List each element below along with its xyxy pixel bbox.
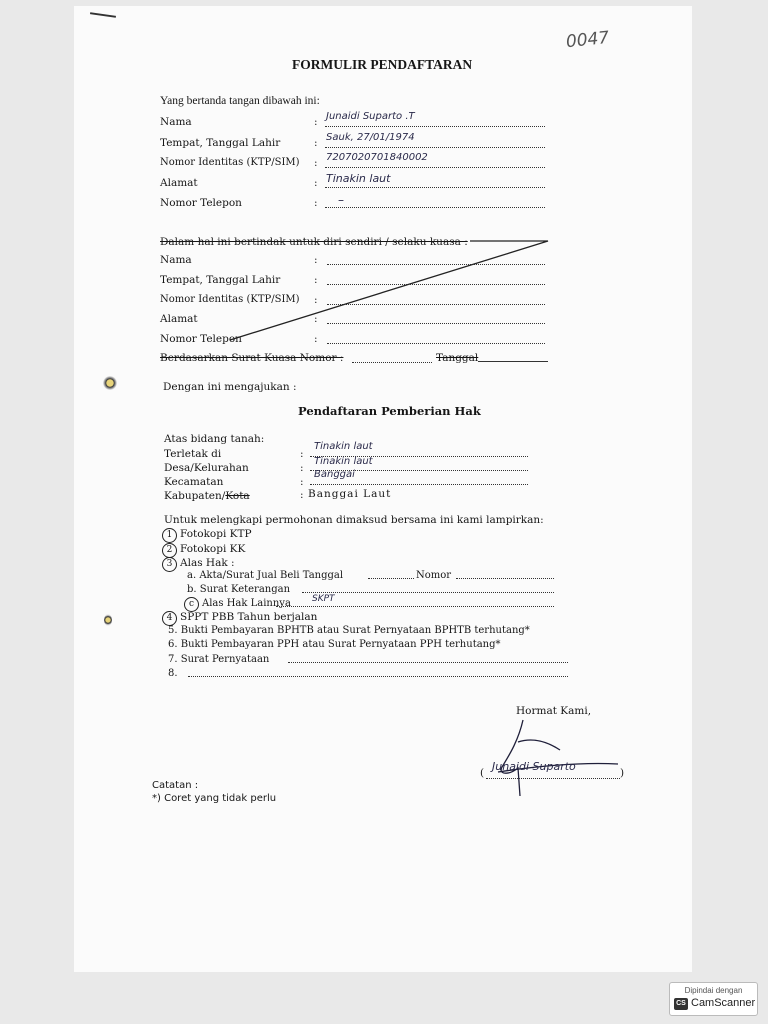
attachment-number-circled: 4 [162,611,177,626]
sub-item-a-nomor: Nomor [416,570,452,581]
sub-item-c-label: Alas Hak Lainnya [202,598,291,609]
page-number-handwritten: 0047 [565,27,611,53]
camscanner-logo-icon: CS [674,998,688,1010]
land-district-line [310,484,528,485]
colon: : [314,333,318,345]
land-district-label: Kecamatan [164,476,224,488]
colon: : [314,177,318,189]
applicant-birth-label: Tempat, Tanggal Lahir [160,137,281,149]
signature-open-paren: ( [480,767,485,779]
attachment-item [168,625,530,636]
camscanner-app-name: CamScanner [691,997,756,1009]
regency-label-struck: Kota [225,490,250,502]
sub-item-b-label: b. Surat Keterangan [187,584,291,595]
attachment-number: 7. [168,654,178,665]
strike-through-diagonal [0,0,768,400]
land-regency-value: Banggai Laut [308,488,392,500]
colon: : [314,137,318,149]
submission-intro: Dengan ini mengajukan : [163,381,297,393]
sub-item-c [184,597,291,612]
colon: : [314,116,318,128]
attachment-8-line [188,676,568,677]
signer-line [486,778,620,779]
attachment-text: Surat Pernyataan [180,654,270,665]
colon: : [314,294,318,306]
applicant-phone-label: Nomor Telepon [160,197,242,209]
camscanner-watermark [669,982,758,1016]
applicant-birth-value[interactable]: Sauk, 27/01/1974 [326,132,415,143]
proxy-address-label: Alamat [160,313,198,325]
form-title: FORMULIR PENDAFTARAN [292,57,473,72]
colon: : [314,157,318,169]
attachment-item [162,543,245,558]
applicant-address-label: Alamat [160,177,198,189]
applicant-address-value[interactable]: Tinakin laut [326,172,391,185]
attachment-item [168,654,269,665]
proxy-date-label: Tanggal [436,352,479,364]
closing-greeting: Hormat Kami, [516,705,592,717]
proxy-id-label: Nomor Identitas (KTP/SIM) [160,294,300,305]
colon: : [314,274,318,286]
applicant-id-label: Nomor Identitas (KTP/SIM) [160,157,300,168]
sub-item-c-circled: c [184,597,199,612]
land-location-value[interactable]: Tinakin laut [314,441,373,452]
hole-punch-mark [103,376,117,390]
attachment-item [168,639,501,650]
hole-punch-mark [104,614,112,626]
applicant-name-value[interactable]: Junaidi Suparto .T [326,111,415,122]
signer-name: Junaidi Suparto [492,760,576,773]
signature-close-paren: ) [620,767,625,779]
sub-item-a-date-line [368,578,414,579]
land-village-label: Desa/Kelurahan [164,462,249,474]
submission-heading: Pendaftaran Pemberian Hak [298,404,481,418]
land-intro: Atas bidang tanah: [164,433,265,445]
applicant-phone-value[interactable]: – [338,193,344,207]
colon: : [300,476,304,488]
attachment-text: Alas Hak : [180,557,235,569]
regency-label-text: Kabupaten/ [164,490,226,502]
land-district-value[interactable]: Banggai [314,469,355,480]
attachment-text: Fotokopi KK [180,543,246,555]
intro-text: Yang bertanda tangan dibawah ini: [160,95,320,107]
attachments-intro: Untuk melengkapi permohonan dimaksud bersama ini kami lampirkan: [164,514,544,526]
colon: : [314,254,318,266]
colon: : [300,462,304,474]
sub-item-b-line [302,592,554,593]
attachment-number-circled: 3 [162,557,177,572]
applicant-id-value[interactable]: 7207020701840002 [326,152,428,163]
proxy-phone-label: Nomor Telepon [160,333,242,345]
applicant-name-label: Nama [160,116,192,128]
signature-mark [478,712,628,802]
attachment-number-circled: 1 [162,528,177,543]
colon: : [314,197,318,209]
sub-item-c-line [276,606,554,607]
notes-title: Catatan : [152,780,199,791]
land-location-label: Terletak di [164,448,222,460]
attachment-text: Fotokopi KTP [180,528,252,540]
attachment-text: Bukti Pembayaran BPHTB atau Surat Pernyataan BPHTB terhutang* [180,625,530,636]
colon: : [314,313,318,325]
proxy-intro: Dalam hal ini bertindak untuk diri sendiri / selaku kuasa : [160,236,468,248]
land-village-value[interactable]: Tinakin laut [314,456,373,467]
scanned-with-text: Dipindai dengan [684,986,743,995]
attachment-number-circled: 2 [162,543,177,558]
notes-text: *) Coret yang tidak perlu [152,793,277,804]
attachment-number: 6. [168,639,178,650]
colon: : [300,448,304,460]
colon: : [300,489,304,501]
sub-item-a-label: a. Akta/Surat Jual Beli Tanggal [187,570,344,581]
proxy-birth-label: Tempat, Tanggal Lahir [160,274,281,286]
attachment-item [168,668,178,679]
sub-item-c-value[interactable]: SKPT [312,594,335,604]
attachment-text: SPPT PBB Tahun berjalan [180,611,318,623]
attachment-7-line [288,662,568,663]
attachment-number: 8. [168,668,178,679]
proxy-letter-label: Berdasarkan Surat Kuasa Nomor : [160,352,344,364]
attachment-number: 5. [168,625,178,636]
proxy-name-label: Nama [160,254,192,266]
sub-item-a-nomor-line [456,578,554,579]
land-regency-label [164,490,250,502]
attachment-item [162,611,317,626]
attachment-item [162,528,252,543]
attachment-text: Bukti Pembayaran PPH atau Surat Pernyataan PPH terhutang* [180,639,501,650]
